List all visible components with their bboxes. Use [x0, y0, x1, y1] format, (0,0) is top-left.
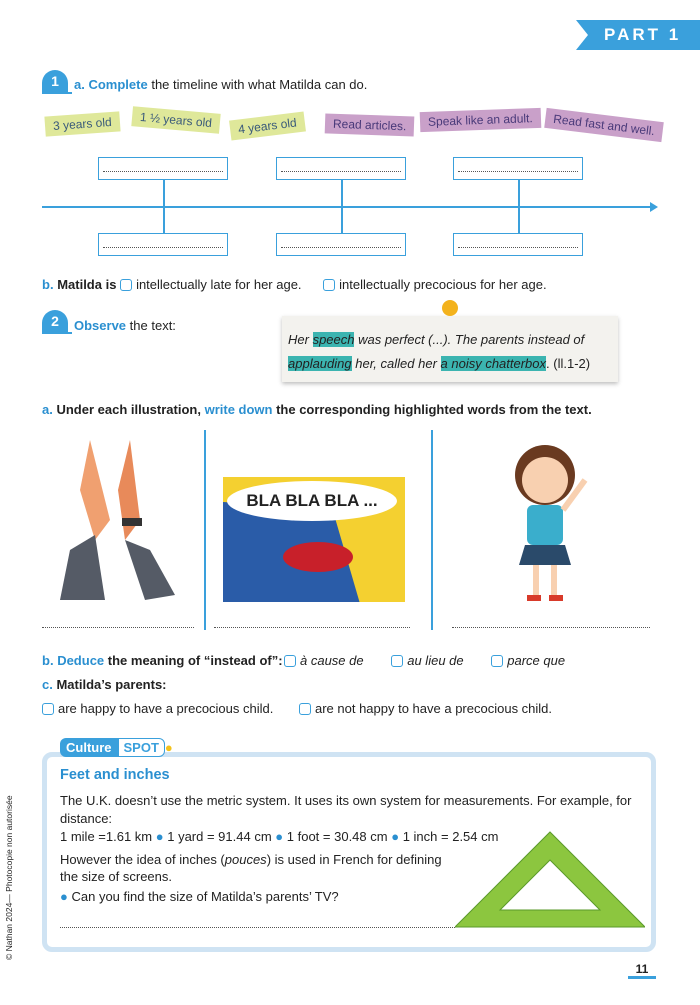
culture-title: Feet and inches	[60, 767, 170, 783]
exercise-2b: b. Deduce the meaning of “instead of”:	[42, 653, 283, 668]
lightbulb-icon: ●	[164, 740, 173, 755]
exercise-1b: b. Matilda is intellectually late for her age. intellectually precocious for her age.	[42, 277, 547, 292]
part-banner	[588, 20, 700, 50]
culture-paragraph: The U.K. doesn’t use the metric system. It uses its own system for measurements. For example, for distance:	[60, 793, 632, 826]
timeline-tag[interactable]: Speak like an adult.	[420, 108, 541, 132]
timeline-tag[interactable]: Read fast and well.	[544, 108, 664, 142]
timeline-axis	[42, 206, 650, 208]
set-square-illustration	[455, 830, 645, 930]
exercise-1a-instruction: a. Complete the timeline with what Matilda can do.	[74, 77, 368, 92]
copyright: © Nathan 2024— Photocopie non autorisée	[4, 795, 14, 960]
exercise-2c-options: are happy to have a precocious child. are not happy to have a precocious child.	[42, 701, 552, 716]
checkbox[interactable]	[42, 703, 54, 715]
culture-spot-badge: Culture SPOT ●	[60, 740, 173, 755]
divider	[204, 430, 206, 630]
unit-list: 1 mile =1.61 km ● 1 yard = 91.44 cm ● 1 foot = 30.48 cm ● 1 inch = 2.54 cm	[60, 829, 499, 844]
checkbox[interactable]	[284, 655, 296, 667]
exercise-1-number: 1	[42, 70, 72, 94]
checkbox[interactable]	[299, 703, 311, 715]
timeline-tag[interactable]: 4 years old	[229, 112, 306, 141]
speech-bubble: BLA BLA BLA ...	[227, 481, 397, 521]
pushpin-icon	[442, 300, 458, 316]
checkbox[interactable]	[391, 655, 403, 667]
arrow-right-icon	[650, 202, 658, 212]
divider	[431, 430, 433, 630]
exercise-2-instruction: Observe the text:	[74, 318, 176, 333]
checkbox[interactable]	[120, 279, 132, 291]
timeline-tag[interactable]: 3 years old	[44, 111, 120, 136]
quote-note: Her speech was perfect (...). The parents instead of applauding her, called her a noisy chatterbox. (ll.1-2)	[282, 316, 618, 382]
timeline-connector	[341, 180, 343, 233]
culture-question: ● Can you find the size of Matilda’s parents’ TV?	[60, 889, 339, 904]
comic-illustration	[223, 477, 405, 602]
timeline-box[interactable]	[276, 157, 406, 180]
timeline-tag[interactable]: Read articles.	[325, 113, 415, 136]
answer-line[interactable]	[452, 627, 650, 628]
timeline-box[interactable]	[276, 233, 406, 256]
clapping-hands-illustration	[50, 430, 190, 600]
exercise-2a-instruction: a. Under each illustration, write down the corresponding highlighted words from the text.	[42, 402, 592, 417]
checkbox[interactable]	[323, 279, 335, 291]
timeline-connector	[518, 180, 520, 233]
culture-paragraph-2: However the idea of inches (pouces) is used in French for defining the size of screens.	[60, 852, 442, 884]
timeline-connector	[163, 180, 165, 233]
exercise-2b-options: à cause de au lieu de parce que	[284, 653, 565, 668]
timeline-box[interactable]	[453, 233, 583, 256]
part-label: PART	[604, 25, 662, 44]
answer-line[interactable]	[60, 927, 455, 928]
timeline-box[interactable]	[453, 157, 583, 180]
timeline-tag[interactable]: 1 ½ years old	[131, 106, 220, 134]
timeline-box[interactable]	[98, 233, 228, 256]
exercise-2c: c. Matilda’s parents:	[42, 677, 167, 692]
answer-line[interactable]	[42, 627, 194, 628]
page-number: 11	[628, 962, 656, 979]
girl-illustration	[505, 440, 605, 610]
timeline-box[interactable]	[98, 157, 228, 180]
checkbox[interactable]	[491, 655, 503, 667]
exercise-2-number: 2	[42, 310, 72, 334]
answer-line[interactable]	[214, 627, 410, 628]
part-number: 1	[668, 25, 682, 44]
